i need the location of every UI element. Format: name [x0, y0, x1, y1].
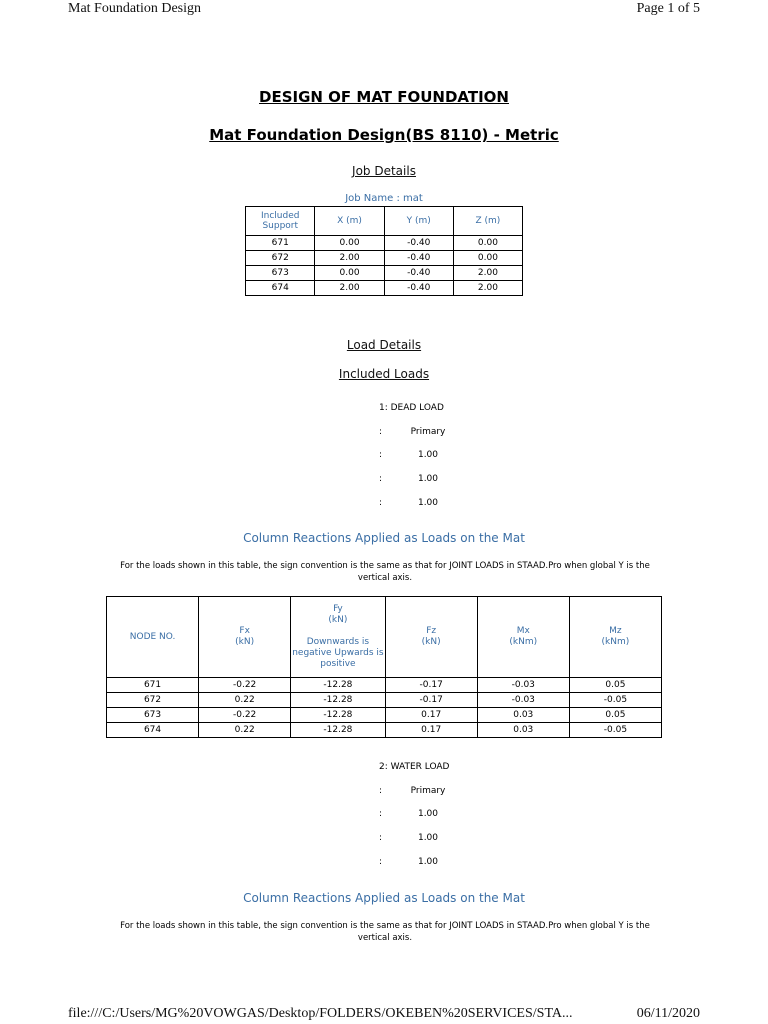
- column-reactions-table: [106, 596, 662, 738]
- included-loads-heading: Included Loads: [338, 367, 430, 381]
- print-date: 06/11/2020: [636, 1006, 700, 1021]
- table-cell: 2.00: [453, 281, 522, 296]
- page-number: Page 1 of 5: [636, 1, 700, 16]
- table-row: [246, 236, 523, 251]
- table-cell: 673: [246, 266, 315, 281]
- table-cell: -12.28: [291, 708, 385, 723]
- value: 1.00: [417, 833, 439, 843]
- table-cell: 674: [107, 723, 199, 738]
- table-cell: -12.28: [291, 678, 385, 693]
- table-cell: -0.05: [569, 723, 661, 738]
- table-cell: 674: [246, 281, 315, 296]
- table-cell: 2.00: [315, 251, 384, 266]
- document-title: DESIGN OF MAT FOUNDATION: [259, 88, 509, 106]
- table-cell: 672: [107, 693, 199, 708]
- table-cell: -0.17: [385, 678, 477, 693]
- table-cell: 0.00: [315, 236, 384, 251]
- value: Primary: [410, 786, 446, 796]
- table-row: [246, 266, 523, 281]
- value: 1.00: [417, 809, 439, 819]
- table-cell: -0.22: [199, 678, 291, 693]
- column-header: Mx (kNm): [477, 597, 569, 678]
- sign-convention-note: For the loads shown in this table, the sign convention is the same as that for JOINT LOADS in STAAD.Pro when global Y is the vertical axis.: [120, 561, 650, 583]
- table-cell: 0.00: [453, 236, 522, 251]
- column-header: Fy (kN) Downwards is negative Upwards is positive: [291, 597, 385, 678]
- table-cell: 0.22: [199, 693, 291, 708]
- file-path: file:///C:/Users/MG%20VOWGAS/Desktop/FOLDERS/OKEBEN%20SERVICES/STA...: [68, 1006, 573, 1021]
- value: 1.00: [417, 498, 439, 508]
- table-cell: 0.03: [477, 708, 569, 723]
- column-header: Fz (kN): [385, 597, 477, 678]
- table-cell: 0.17: [385, 708, 477, 723]
- table-cell: 671: [246, 236, 315, 251]
- table-cell: 0.17: [385, 723, 477, 738]
- table-row: [246, 281, 523, 296]
- table-cell: 671: [107, 678, 199, 693]
- reactions-table-header: [107, 597, 662, 678]
- table-cell: 0.00: [453, 251, 522, 266]
- load-details-heading: Load Details: [346, 338, 422, 352]
- job-name: Job Name : mat: [345, 193, 423, 204]
- table-cell: 0.22: [199, 723, 291, 738]
- table-cell: -12.28: [291, 693, 385, 708]
- colon: :: [379, 809, 383, 819]
- column-reactions-title: Column Reactions Applied as Loads on the Mat: [243, 531, 525, 545]
- value: 1: DEAD LOAD: [379, 403, 444, 413]
- colon: :: [379, 857, 383, 867]
- column-header: X (m): [315, 207, 384, 236]
- value: 1.00: [417, 474, 439, 484]
- table-cell: 0.00: [315, 266, 384, 281]
- table-cell: 2.00: [453, 266, 522, 281]
- table-cell: -0.40: [384, 251, 453, 266]
- support-table-header: [246, 207, 523, 236]
- table-cell: 672: [246, 251, 315, 266]
- colon: :: [379, 427, 383, 437]
- table-row: [107, 693, 662, 708]
- table-cell: -0.40: [384, 236, 453, 251]
- colon: :: [379, 450, 383, 460]
- document-subtitle: Mat Foundation Design(BS 8110) - Metric: [209, 126, 559, 144]
- table-cell: 673: [107, 708, 199, 723]
- value: 2: WATER LOAD: [379, 762, 450, 772]
- table-row: [107, 708, 662, 723]
- table-cell: -12.28: [291, 723, 385, 738]
- column-header: Fx (kN): [199, 597, 291, 678]
- colon: :: [379, 498, 383, 508]
- table-cell: 0.05: [569, 678, 661, 693]
- page-header-title: Mat Foundation Design: [68, 1, 201, 16]
- support-table: [245, 206, 523, 296]
- column-header: Mz (kNm): [569, 597, 661, 678]
- table-cell: -0.40: [384, 281, 453, 296]
- column-reactions-title: Column Reactions Applied as Loads on the Mat: [243, 891, 525, 905]
- value: 1.00: [417, 857, 439, 867]
- table-cell: -0.03: [477, 693, 569, 708]
- column-header: NODE NO.: [107, 597, 199, 678]
- table-cell: 0.03: [477, 723, 569, 738]
- table-row: [107, 723, 662, 738]
- value: 1.00: [417, 450, 439, 460]
- sign-convention-note: For the loads shown in this table, the sign convention is the same as that for JOINT LOADS in STAAD.Pro when global Y is the vertical axis.: [120, 921, 650, 943]
- table-row: [246, 251, 523, 266]
- colon: :: [379, 786, 383, 796]
- column-header: Y (m): [384, 207, 453, 236]
- table-cell: -0.40: [384, 266, 453, 281]
- column-header: Z (m): [453, 207, 522, 236]
- job-details-heading: Job Details: [352, 164, 416, 178]
- colon: :: [379, 474, 383, 484]
- table-cell: -0.05: [569, 693, 661, 708]
- table-cell: -0.22: [199, 708, 291, 723]
- colon: :: [379, 833, 383, 843]
- column-header: Included Support: [246, 207, 315, 236]
- table-row: [107, 678, 662, 693]
- table-cell: 0.05: [569, 708, 661, 723]
- table-cell: -0.17: [385, 693, 477, 708]
- value: Primary: [410, 427, 446, 437]
- table-cell: 2.00: [315, 281, 384, 296]
- table-cell: -0.03: [477, 678, 569, 693]
